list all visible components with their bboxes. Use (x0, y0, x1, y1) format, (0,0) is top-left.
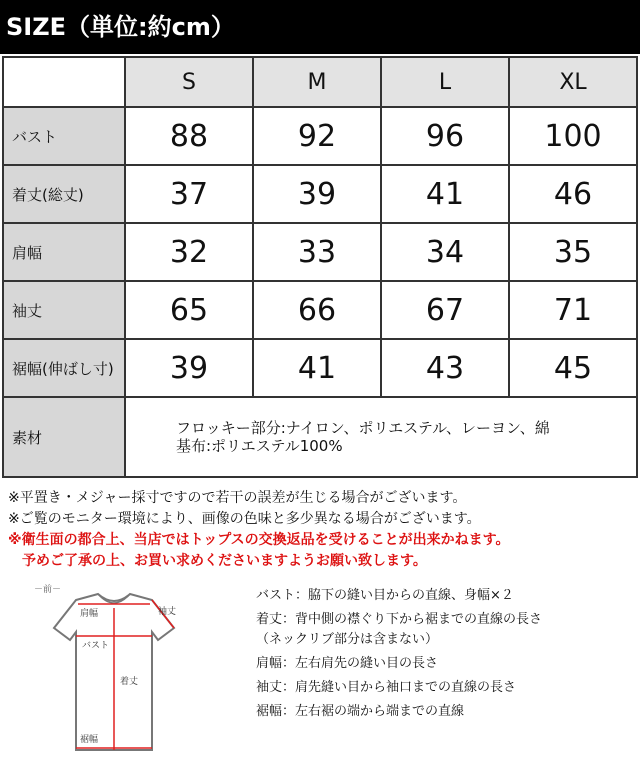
value-cell: 67 (381, 281, 509, 339)
value-cell: 100 (509, 107, 637, 165)
figure-kitake-label: 着丈 (120, 677, 139, 687)
note-line-warning: 予めご了承の上、お買い求めくださいますようお願い致します。 (8, 553, 427, 569)
value-cell: 46 (509, 165, 637, 223)
value-cell: 41 (381, 165, 509, 223)
value-cell: 66 (253, 281, 381, 339)
definition-katahaba: 肩幅：左右肩先の縫い目の長さ (256, 656, 439, 671)
value-cell: 65 (125, 281, 253, 339)
value-cell: 92 (253, 107, 381, 165)
value-cell: 34 (381, 223, 509, 281)
row-label: 素材 (3, 397, 125, 477)
figure-sodetake-label: 袖丈 (158, 607, 177, 617)
value-cell: 43 (381, 339, 509, 397)
row-kitake (3, 165, 637, 223)
value-cell: 32 (125, 223, 253, 281)
value-cell: 33 (253, 223, 381, 281)
row-sodetake (3, 281, 637, 339)
note-line-warning: ※衛生面の都合上、当店ではトップスの交換返品を受けることが出来かねます。 (8, 532, 510, 548)
value-cell: 35 (509, 223, 637, 281)
value-cell: 39 (125, 339, 253, 397)
definition-sodetake: 袖丈：肩先縫い目から袖口までの直線の長さ (256, 680, 517, 695)
row-label: 肩幅 (3, 223, 125, 281)
row-katahaba (3, 223, 637, 281)
row-susohaba (3, 339, 637, 397)
size-header-xl: XL (509, 57, 637, 107)
figure-susohaba-label: 裾幅 (80, 735, 99, 745)
definition-bust: バスト：脇下の縫い目からの直線、身幅×２ (256, 588, 514, 603)
material-description (125, 397, 637, 477)
row-label: 裾幅(伸ばし寸) (3, 339, 125, 397)
row-bust (3, 107, 637, 165)
material-line: フロッキー部分:ナイロン、ポリエステル、レーヨン、綿 (176, 419, 550, 437)
page-title: SIZE（単位:約cm） (0, 0, 640, 54)
note-line: ※ご覧のモニター環境により、画像の色味と多少異なる場合がございます。 (8, 511, 481, 527)
measurement-definitions (256, 586, 636, 722)
material-line: 基布:ポリエステル100% (176, 437, 343, 455)
tshirt-diagram (24, 582, 224, 762)
row-material (3, 397, 637, 477)
value-cell: 45 (509, 339, 637, 397)
note-line: ※平置き・メジャー採寸ですので若干の誤差が生じる場合がございます。 (8, 490, 467, 506)
size-header-s: S (125, 57, 253, 107)
corner-cell (3, 57, 125, 107)
size-header-row (3, 57, 637, 107)
value-cell: 88 (125, 107, 253, 165)
definition-susohaba: 裾幅：左右裾の端から端までの直線 (256, 704, 465, 719)
size-table (2, 56, 638, 478)
row-label: 着丈(総丈) (3, 165, 125, 223)
figure-bust-label: バスト (82, 641, 110, 651)
row-label: バスト (3, 107, 125, 165)
value-cell: 96 (381, 107, 509, 165)
value-cell: 71 (509, 281, 637, 339)
definition-kitake-note: （ネックリブ部分は含まない） (256, 632, 439, 647)
size-header-m: M (253, 57, 381, 107)
figure-front-label: －前－ (34, 585, 62, 595)
value-cell: 39 (253, 165, 381, 223)
notes (8, 488, 634, 572)
tshirt-illustration (24, 582, 224, 762)
value-cell: 41 (253, 339, 381, 397)
definition-kitake: 着丈：背中側の襟ぐり下から裾までの直線の長さ (256, 612, 543, 627)
value-cell: 37 (125, 165, 253, 223)
row-label: 袖丈 (3, 281, 125, 339)
size-header-l: L (381, 57, 509, 107)
figure-katahaba-label: 肩幅 (80, 609, 99, 619)
